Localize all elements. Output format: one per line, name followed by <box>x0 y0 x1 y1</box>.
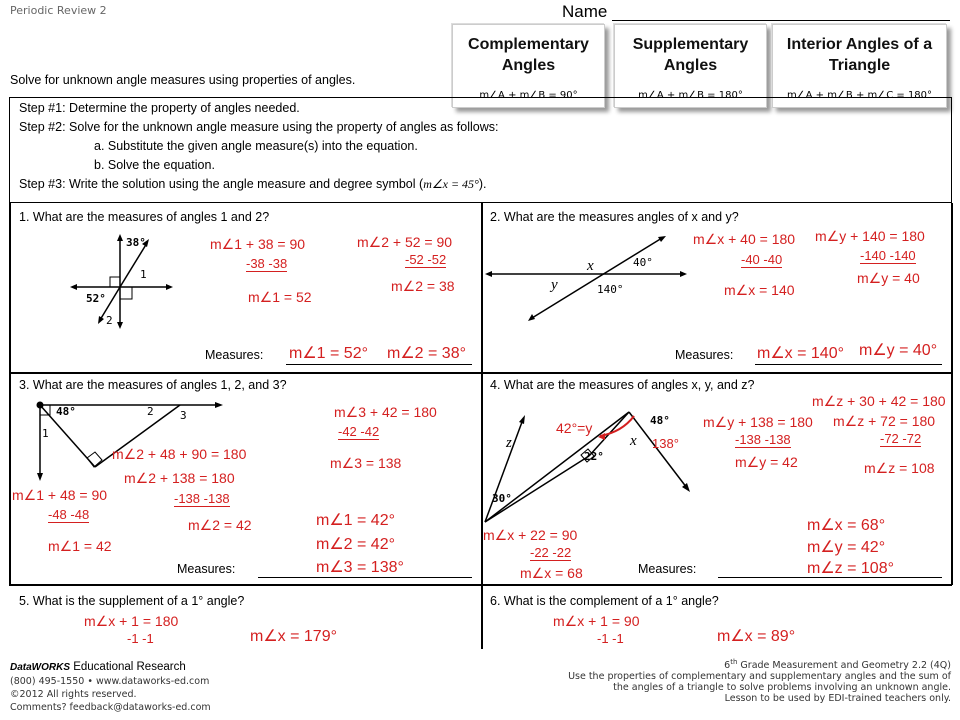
review-title: Periodic Review 2 <box>10 4 107 17</box>
step-2b: b. Solve the equation. <box>94 158 215 172</box>
q4-label-138: 138° <box>652 436 679 451</box>
step-3 <box>19 175 486 194</box>
q2-label-y: y <box>551 277 558 293</box>
q1-label-52: 52° <box>86 292 106 305</box>
step-3-example: m∠x = 45° <box>423 177 479 191</box>
card-triangle-eq: m∠A + m∠B + m∠C = 180° <box>786 90 933 101</box>
q1-measures-field[interactable] <box>286 364 472 365</box>
footer-standard-line <box>471 657 951 671</box>
q2-measures-field[interactable] <box>755 364 942 365</box>
q6-answer: m∠x = 89° <box>717 628 796 645</box>
q1-ans1: m∠1 = 52 <box>248 289 312 305</box>
q2-suby: -140 -140 <box>860 248 916 263</box>
q1-sub2: -52 -52 <box>405 252 447 267</box>
q3-measure-2: m∠2 = 42° <box>316 536 395 553</box>
q3-eq1: m∠1 + 48 = 90 <box>12 487 108 503</box>
q1-measures-label: Measures: <box>205 348 264 362</box>
q2-label-140: 140° <box>597 283 624 296</box>
footer-grade: 6 <box>724 660 731 672</box>
footer-desc-3: Lesson to be used by EDI-trained teachers only. <box>724 693 951 705</box>
footer-phone: (800) 495-1550 • www.dataworks-ed.com <box>10 676 210 687</box>
q3-measures-field[interactable] <box>258 577 472 578</box>
q6-sub: -1 -1 <box>597 631 624 646</box>
q3-ans2: m∠2 = 42 <box>188 517 252 533</box>
card-supplementary <box>614 24 767 108</box>
q4-eqy: m∠y + 138 = 180 <box>703 414 813 430</box>
card-triangle <box>772 24 947 108</box>
steps-box <box>9 97 952 203</box>
q2-measure-x: m∠x = 140° <box>757 345 844 362</box>
q4-measures-label: Measures: <box>638 562 697 576</box>
q3-sub3: -42 -42 <box>338 424 380 439</box>
q4-measure-z: m∠z = 108° <box>807 560 894 577</box>
card-supplementary-title: Supplementary Angles <box>632 36 749 74</box>
q4-measure-x: m∠x = 68° <box>807 517 886 534</box>
q1-ans2: m∠2 = 38 <box>391 278 455 294</box>
q3-label-48: 48° <box>56 405 76 418</box>
q2-eqy: m∠y + 140 = 180 <box>815 228 925 244</box>
footer-desc-1: Use the properties of complementary and supplementary angles and the sum of <box>568 671 951 683</box>
q4-ansz: m∠z = 108 <box>864 460 935 476</box>
q1-label-38: 38° <box>126 236 146 249</box>
q4-label-30: 30° <box>492 492 512 505</box>
q5-sub: -1 -1 <box>127 631 154 646</box>
q4-measure-y: m∠y = 42° <box>807 539 886 556</box>
footer-brand-name: DataWORKS <box>10 662 71 673</box>
q3-label-2: 2 <box>147 405 154 418</box>
q3-measure-1: m∠1 = 42° <box>316 512 395 529</box>
q3-label-3: 3 <box>180 409 187 422</box>
footer-brand <box>10 661 186 673</box>
card-supplementary-eq: m∠A + m∠B = 180° <box>638 90 743 101</box>
q2-label-x: x <box>587 258 594 274</box>
grid-line <box>9 203 11 585</box>
q4-label-48: 48° <box>650 414 670 427</box>
q3-eq2b: m∠2 + 138 = 180 <box>124 470 235 486</box>
q3-sub2: -138 -138 <box>174 491 230 506</box>
q4-label-x: x <box>630 433 637 449</box>
footer-copyright: ©2012 All rights reserved. <box>10 689 137 700</box>
step-1: Step #1: Determine the property of angles needed. <box>19 101 300 115</box>
q2-subx: -40 -40 <box>741 252 783 267</box>
q4-subz: -72 -72 <box>880 431 922 446</box>
footer-desc-2: the angles of a triangle to solve problems involving an unknown angle. <box>613 682 951 694</box>
q4-eqz2: m∠z + 72 = 180 <box>833 413 936 429</box>
footer-brand-rest: Educational Research <box>70 661 186 673</box>
q4-subx: -22 -22 <box>530 545 572 560</box>
name-field[interactable] <box>612 20 950 21</box>
q1-sub1: -38 -38 <box>246 256 288 271</box>
q4-label-42y: 42°=y <box>556 420 593 436</box>
q4-eqz1: m∠z + 30 + 42 = 180 <box>812 393 946 409</box>
q4-measures-field[interactable] <box>718 577 942 578</box>
q4-eqx: m∠x + 22 = 90 <box>483 527 578 543</box>
q2-ansx: m∠x = 140 <box>724 282 795 298</box>
footer-standard-text: Grade Measurement and Geometry 2.2 (4Q) <box>737 660 951 672</box>
card-complementary-eq: m∠A + m∠B = 90° <box>479 90 578 101</box>
q6-eq: m∠x + 1 = 90 <box>553 613 640 629</box>
step-2: Step #2: Solve for the unknown angle measure using the property of angles as follows: <box>19 120 499 134</box>
q3-eq3: m∠3 + 42 = 180 <box>334 404 437 420</box>
q3-prompt: 3. What are the measures of angles 1, 2, and 3? <box>19 378 287 392</box>
q4-suby: -138 -138 <box>735 432 791 447</box>
footer-grade-sup: th <box>730 658 738 666</box>
q5-eq: m∠x + 1 = 180 <box>84 613 179 629</box>
name-label: Name <box>562 2 608 21</box>
q1-measure-1: m∠1 = 52° <box>289 345 368 362</box>
q4-label-22: 22° <box>584 450 604 463</box>
q1-eq2: m∠2 + 52 = 90 <box>357 234 453 250</box>
q2-measures-label: Measures: <box>675 348 734 362</box>
q4-prompt: 4. What are the measures of angles x, y, and z? <box>490 378 755 392</box>
footer-comments: Comments? feedback@dataworks-ed.com <box>10 702 211 713</box>
step-3-text: Step #3: Write the solution using the angle measure and degree symbol ( <box>19 177 424 191</box>
q4-ansx: m∠x = 68 <box>520 565 583 581</box>
card-complementary-title: Complementary Angles <box>468 36 589 74</box>
q2-measure-y: m∠y = 40° <box>859 342 938 359</box>
card-triangle-title: Interior Angles of a Triangle <box>786 36 933 74</box>
q4-ansy: m∠y = 42 <box>735 454 798 470</box>
q3-eq2a: m∠2 + 48 + 90 = 180 <box>112 446 247 462</box>
q5-answer: m∠x = 179° <box>250 628 337 645</box>
q3-measures-label: Measures: <box>177 562 236 576</box>
q3-label-1: 1 <box>42 427 49 440</box>
q2-label-40: 40° <box>633 256 653 269</box>
q6-prompt: 6. What is the complement of a 1° angle? <box>490 594 719 608</box>
q3-ans3: m∠3 = 138 <box>330 455 402 471</box>
q1-prompt: 1. What are the measures of angles 1 and 2? <box>19 210 270 224</box>
q1-label-1: 1 <box>140 268 147 281</box>
q3-ans1: m∠1 = 42 <box>48 538 112 554</box>
q2-ansy: m∠y = 40 <box>857 270 920 286</box>
q2-prompt: 2. What are the measures angles of x and y? <box>490 210 739 224</box>
q1-measure-2: m∠2 = 38° <box>387 345 466 362</box>
step-2a: a. Substitute the given angle measure(s) into the equation. <box>94 139 418 153</box>
footer-standard <box>471 657 951 704</box>
card-complementary <box>452 24 605 108</box>
intro-text: Solve for unknown angle measures using properties of angles. <box>10 73 356 87</box>
grid-line <box>951 203 953 585</box>
q3-measure-3: m∠3 = 138° <box>316 559 404 576</box>
step-3-end: ). <box>478 177 487 191</box>
q5-prompt: 5. What is the supplement of a 1° angle? <box>19 594 245 608</box>
q1-label-2: 2 <box>106 314 113 327</box>
q3-sub1: -48 -48 <box>48 507 90 522</box>
q4-label-z: z <box>506 435 512 451</box>
q2-eqx: m∠x + 40 = 180 <box>693 231 796 247</box>
q1-eq1: m∠1 + 38 = 90 <box>210 236 306 252</box>
q2-diagram <box>482 228 692 328</box>
